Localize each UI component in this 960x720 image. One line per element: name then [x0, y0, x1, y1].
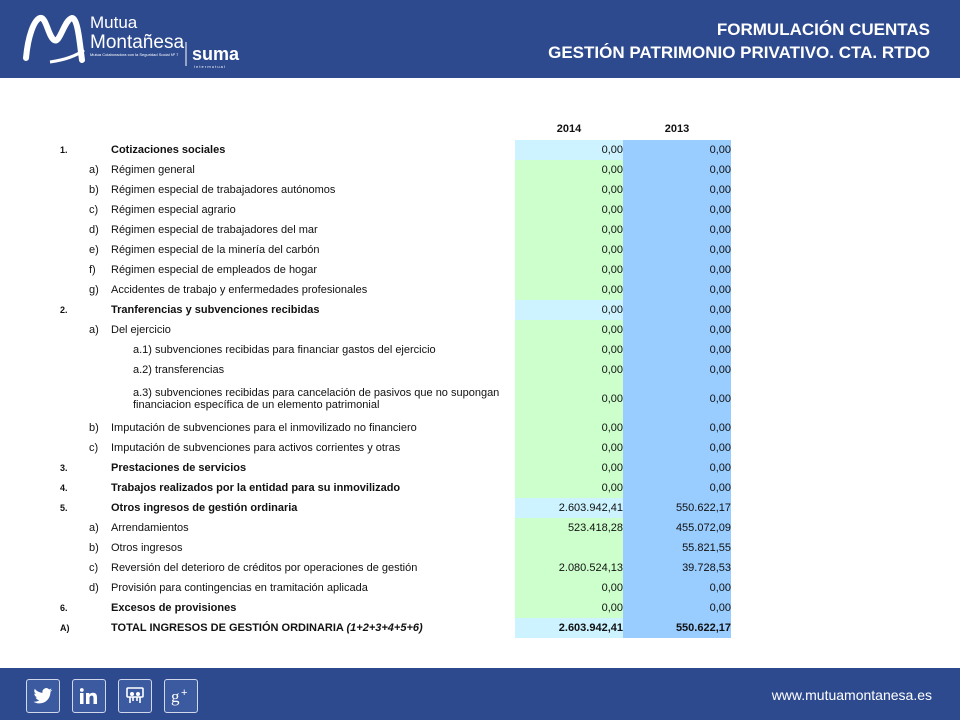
- row-number: [58, 538, 87, 558]
- value-2014: 0,00: [515, 280, 623, 300]
- value-2014: 0,00: [515, 418, 623, 438]
- value-2013: 0,00: [623, 320, 731, 340]
- value-2013: 0,00: [623, 300, 731, 320]
- row-letter: g): [89, 284, 99, 296]
- row-label-text: Otros ingresos de gestión ordinaria: [111, 502, 298, 514]
- title-line-2: GESTIÓN PATRIMONIO PRIVATIVO. CTA. RTDO: [548, 43, 930, 62]
- table-row: [58, 360, 731, 380]
- row-letter: a): [89, 522, 99, 534]
- svg-text:+: +: [181, 687, 188, 699]
- value-2014: 0,00: [515, 458, 623, 478]
- row-letter: f): [89, 264, 96, 276]
- row-label: [111, 240, 515, 260]
- table-row: [58, 618, 731, 638]
- row-label: [111, 498, 515, 518]
- row-label: [111, 518, 515, 538]
- svg-text:suma: suma: [192, 44, 240, 64]
- table-row: [58, 438, 731, 458]
- svg-text:Montañesa: Montañesa: [90, 32, 185, 53]
- row-label-text: Accidentes de trabajo y enfermedades profesionales: [111, 284, 368, 296]
- title-line-1: FORMULACIÓN CUENTAS: [716, 20, 930, 39]
- value-2013: 0,00: [623, 340, 731, 360]
- value-2014: [515, 538, 623, 558]
- row-letter: c): [89, 204, 99, 216]
- row-letter: b): [89, 184, 99, 196]
- row-number: 2.: [60, 305, 68, 315]
- row-number: 5.: [60, 503, 68, 513]
- value-2013: 0,00: [623, 200, 731, 220]
- row-label: [111, 140, 515, 160]
- table-row: [58, 240, 731, 260]
- row-letter: c): [89, 442, 99, 454]
- row-number: [58, 578, 87, 598]
- row-number: 6.: [60, 603, 68, 613]
- row-letter: b): [89, 422, 99, 434]
- value-2013: 55.821,55: [623, 538, 731, 558]
- table-row: [58, 538, 731, 558]
- value-2013: 0,00: [623, 578, 731, 598]
- value-2013: 0,00: [623, 418, 731, 438]
- row-letter: c): [89, 562, 99, 574]
- row-label-text: Arrendamientos: [111, 522, 189, 534]
- value-2014: 0,00: [515, 180, 623, 200]
- row-label: [111, 260, 515, 280]
- row-letter: d): [89, 582, 99, 594]
- slideshare-icon[interactable]: [118, 679, 152, 713]
- row-label-text: a.2) transferencias: [133, 364, 225, 376]
- row-number: [58, 380, 87, 418]
- row-letter: d): [89, 224, 99, 236]
- row-letter: [87, 380, 111, 418]
- row-label: [111, 478, 515, 498]
- table-row: [58, 260, 731, 280]
- row-number: A): [60, 623, 70, 633]
- value-2014: 0,00: [515, 220, 623, 240]
- value-2013: 0,00: [623, 458, 731, 478]
- row-label: [111, 320, 515, 340]
- row-label: [111, 618, 515, 638]
- value-2014: 2.080.524,13: [515, 558, 623, 578]
- row-label-text: Régimen especial de la minería del carbón: [111, 244, 320, 256]
- row-number: 4.: [60, 483, 68, 493]
- value-2014: 0,00: [515, 260, 623, 280]
- value-2013: 550.622,17: [623, 498, 731, 518]
- row-number: [58, 558, 87, 578]
- row-label: [111, 380, 515, 418]
- table-row: [58, 140, 731, 160]
- value-2013: 0,00: [623, 180, 731, 200]
- row-number: [58, 438, 87, 458]
- value-2013: 550.622,17: [623, 618, 731, 638]
- value-2013: 0,00: [623, 380, 731, 418]
- row-label: [111, 598, 515, 618]
- value-2013: 0,00: [623, 478, 731, 498]
- header: [0, 0, 960, 78]
- row-label-text: Reversión del deterioro de créditos por operaciones de gestión: [111, 562, 418, 574]
- value-2014: 0,00: [515, 578, 623, 598]
- row-number: [58, 160, 87, 180]
- row-label-text: Provisión para contingencias en tramitación aplicada: [111, 582, 368, 594]
- table-header-row: [58, 118, 731, 140]
- table-row: [58, 498, 731, 518]
- twitter-icon[interactable]: [26, 679, 60, 713]
- website-link[interactable]: www.mutuamontanesa.es: [771, 687, 932, 703]
- row-letter: [87, 498, 111, 518]
- value-2013: 0,00: [623, 438, 731, 458]
- row-number: [58, 518, 87, 538]
- row-number: [58, 418, 87, 438]
- value-2014: 2.603.942,41: [515, 618, 623, 638]
- row-label-text: Excesos de provisiones: [111, 602, 237, 614]
- year-2014-header: 2014: [556, 123, 582, 135]
- value-2013: 0,00: [623, 598, 731, 618]
- table-row: [58, 340, 731, 360]
- value-2013: 0,00: [623, 240, 731, 260]
- row-label: [111, 360, 515, 380]
- row-label-text: Régimen especial de trabajadores autónomos: [111, 184, 336, 196]
- row-number: [58, 360, 87, 380]
- row-number: [58, 200, 87, 220]
- row-letter: b): [89, 542, 99, 554]
- svg-text:g: g: [171, 687, 180, 706]
- value-2014: 0,00: [515, 160, 623, 180]
- row-label: [111, 558, 515, 578]
- value-2014: 2.603.942,41: [515, 498, 623, 518]
- row-label: [111, 438, 515, 458]
- row-letter: [87, 340, 111, 360]
- row-number: [58, 260, 87, 280]
- value-2014: 0,00: [515, 478, 623, 498]
- footer: [0, 668, 960, 720]
- value-2014: 0,00: [515, 320, 623, 340]
- table-row: [58, 180, 731, 200]
- row-letter: [87, 478, 111, 498]
- row-letter: [87, 360, 111, 380]
- value-2014: 0,00: [515, 200, 623, 220]
- value-2013: 0,00: [623, 360, 731, 380]
- row-label-suffix: (1+2+3+4+5+6): [346, 622, 423, 634]
- table-row: [58, 578, 731, 598]
- value-2014: 0,00: [515, 598, 623, 618]
- value-2014: 0,00: [515, 380, 623, 418]
- row-label: [111, 578, 515, 598]
- value-2013: 0,00: [623, 280, 731, 300]
- value-2013: 0,00: [623, 260, 731, 280]
- linkedin-icon[interactable]: [72, 679, 106, 713]
- row-label-text: Otros ingresos: [111, 542, 183, 554]
- value-2013: 0,00: [623, 160, 731, 180]
- svg-text:i n t e r m u t u a l: i n t e r m u t u a l: [194, 64, 225, 69]
- table-row: [58, 518, 731, 538]
- row-number: [58, 220, 87, 240]
- row-number: [58, 320, 87, 340]
- row-label: [111, 200, 515, 220]
- row-label: [111, 220, 515, 240]
- row-number: [58, 340, 87, 360]
- value-2014: 523.418,28: [515, 518, 623, 538]
- row-label-text: Imputación de subvenciones para activos corrientes y otras: [111, 442, 401, 454]
- row-number: [58, 280, 87, 300]
- row-letter: [87, 140, 111, 160]
- google-plus-icon[interactable]: [164, 679, 198, 713]
- row-label: [111, 458, 515, 478]
- row-label-text: Prestaciones de servicios: [111, 462, 247, 474]
- row-number: 1.: [60, 145, 68, 155]
- value-2013: 0,00: [623, 140, 731, 160]
- row-letter: [87, 458, 111, 478]
- row-label: [111, 538, 515, 558]
- mutua-montanesa-logo: [20, 6, 280, 72]
- row-label: [111, 280, 515, 300]
- table-row: [58, 160, 731, 180]
- value-2014: 0,00: [515, 300, 623, 320]
- table-row: [58, 200, 731, 220]
- row-letter: a): [89, 164, 99, 176]
- row-label: [111, 418, 515, 438]
- page-title: [548, 18, 930, 64]
- row-label: [111, 340, 515, 360]
- value-2013: 0,00: [623, 220, 731, 240]
- svg-text:Mutua: Mutua: [90, 13, 138, 32]
- row-letter: [87, 300, 111, 320]
- income-statement-table: [58, 118, 731, 638]
- row-letter: [87, 598, 111, 618]
- table-row: [58, 320, 731, 340]
- table-row: [58, 380, 731, 418]
- row-number: [58, 180, 87, 200]
- row-label-text: a.3) subvenciones recibidas para cancelación de pasivos que no supongan financiacion específica de un elemento patrimonial: [133, 387, 500, 411]
- value-2014: 0,00: [515, 360, 623, 380]
- table-row: [58, 280, 731, 300]
- row-label-text: Régimen especial de trabajadores del mar: [111, 224, 318, 236]
- row-label-text: Imputación de subvenciones para el inmovilizado no financiero: [111, 422, 417, 434]
- row-label-text: Del ejercicio: [111, 324, 171, 336]
- table-row: [58, 300, 731, 320]
- table-row: [58, 478, 731, 498]
- row-label-text: Régimen especial agrario: [111, 204, 236, 216]
- row-label-text: Régimen general: [111, 164, 195, 176]
- row-label-text: Cotizaciones sociales: [111, 144, 226, 156]
- value-2013: 455.072,09: [623, 518, 731, 538]
- row-label: [111, 160, 515, 180]
- row-letter: a): [89, 324, 99, 336]
- value-2014: 0,00: [515, 438, 623, 458]
- row-label-text: Régimen especial de empleados de hogar: [111, 264, 318, 276]
- row-label-text: Trabajos realizados por la entidad para su inmovilizado: [111, 482, 401, 494]
- row-label: [111, 180, 515, 200]
- row-label: [111, 300, 515, 320]
- row-number: 3.: [60, 463, 68, 473]
- row-label-text: Tranferencias y subvenciones recibidas: [111, 304, 320, 316]
- value-2014: 0,00: [515, 240, 623, 260]
- value-2013: 39.728,53: [623, 558, 731, 578]
- table-row: [58, 458, 731, 478]
- table-row: [58, 418, 731, 438]
- table-row: [58, 598, 731, 618]
- svg-text:Mutua Colaboradora con la Segu: Mutua Colaboradora con la Seguridad Social Nº 7: [90, 52, 179, 57]
- year-2013-header: 2013: [664, 123, 690, 135]
- value-2014: 0,00: [515, 340, 623, 360]
- row-label-text: TOTAL INGRESOS DE GESTIÓN ORDINARIA: [111, 622, 344, 634]
- table-row: [58, 220, 731, 240]
- row-label-text: a.1) subvenciones recibidas para financiar gastos del ejercicio: [133, 344, 436, 356]
- row-number: [58, 240, 87, 260]
- table-row: [58, 558, 731, 578]
- row-letter: e): [89, 244, 99, 256]
- row-letter: [87, 618, 111, 638]
- value-2014: 0,00: [515, 140, 623, 160]
